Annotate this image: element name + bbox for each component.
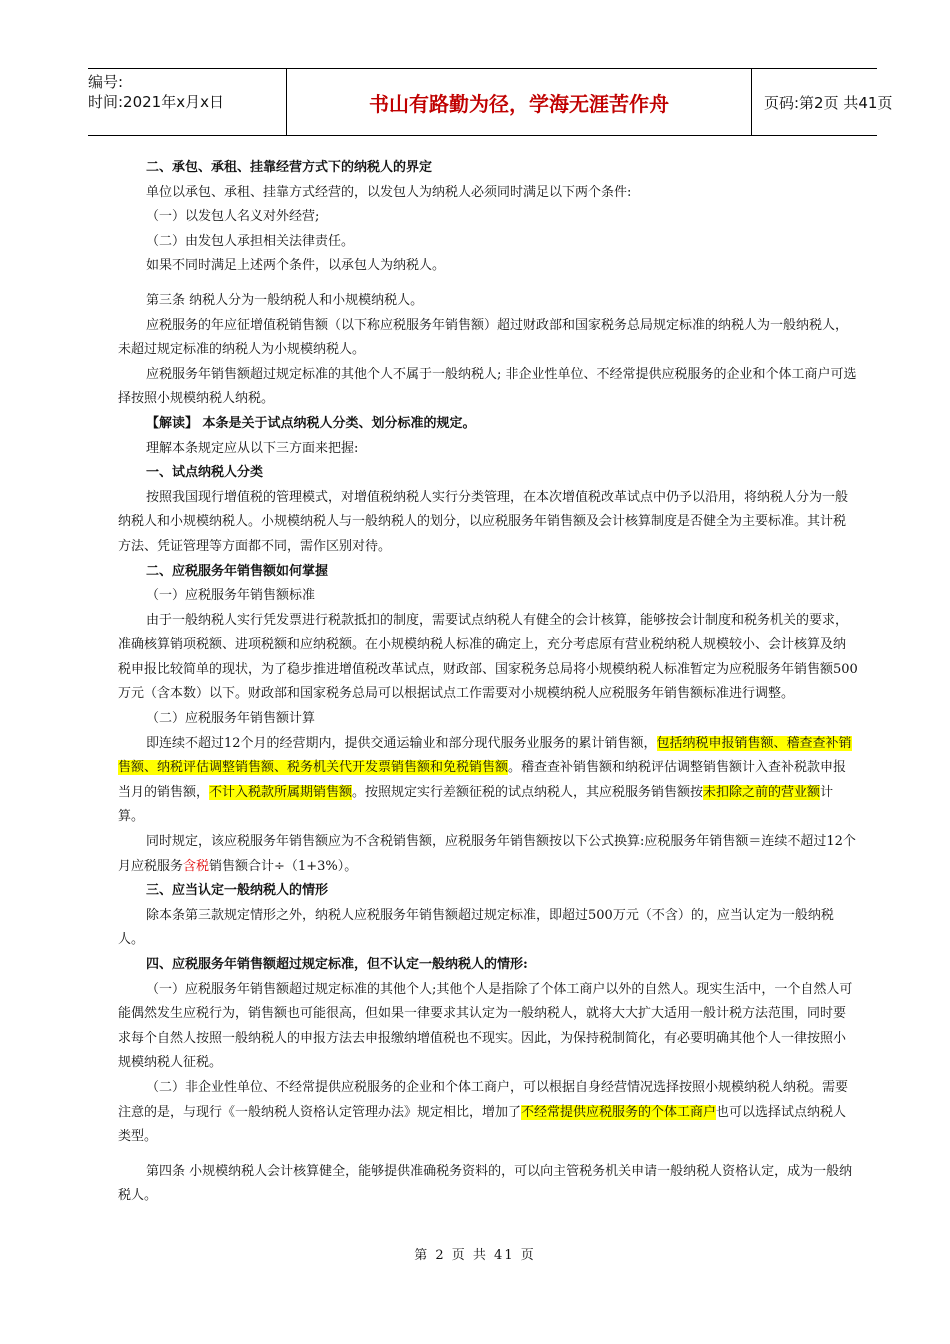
text-run: 应税服务年销售额超过规定标准的其他个人不属于一般纳税人; 非企业性单位、不经常提供应税服务的企业和个体工商户可选择按照小规模纳税人纳税。 [118,366,857,407]
document-body [118,156,858,1209]
time-label: 时间:2021年x月x日 [88,93,224,111]
paragraph [118,314,858,363]
paragraph [118,978,858,1076]
paragraph [118,1076,858,1150]
text-run: 同时规定，该应税服务年销售额应为不含税销售额，应税服务年销售额按以下公式换算:应税服务年销售额＝连续不超过12个月应税服务 [118,834,856,874]
text-run: （一）以发包人名义对外经营; [146,209,320,225]
paragraph [118,363,858,412]
number-label: 编号: [88,73,124,91]
text-run: 【解读】 本条是关于试点纳税人分类、划分标准的规定。 [146,415,476,431]
section-heading [118,953,858,978]
paragraph [118,412,858,437]
paragraph [118,732,858,830]
paragraph [118,181,858,206]
text-run: 由于一般纳税人实行凭发票进行税款抵扣的制度，需要试点纳税人有健全的会计核算，能够按会计制度和税务机关的要求，准确核算销项税额、进项税额和应纳税额。在小规模纳税人标准的确定上，充分考虑原有营业税纳税人规模较小、会计核算及纳税申报比较简单的现状，为了稳步推进增值税改革试点，财政部、国家税务总局将小规模纳税人标准暂定为应税服务年销售额500万元（含本数）以下。财政部和国家税务总局可以根据试点工作需要对小规模纳税人应税服务年销售额标准进行调整。 [118,612,858,702]
paragraph [118,205,858,230]
paragraph [118,254,858,279]
paragraph-spacer [118,279,858,289]
section-heading [118,879,858,904]
text-run: 应税服务的年应征增值税销售额（以下称应税服务年销售额）超过财政部和国家税务总局规定标准的纳税人为一般纳税人，未超过规定标准的纳税人为小规模纳税人。 [118,317,849,358]
paragraph [118,609,858,707]
paragraph [118,830,858,879]
paragraph [118,437,858,462]
text-run: 按照我国现行增值税的管理模式，对增值税纳税人实行分类管理，在本次增值税改革试点中仍予以沿用，将纳税人分为一般纳税人和小规模纳税人。小规模纳税人与一般纳税人的划分，以应税服务年销售额及会计核算制度是否健全为主要标准。其计税方法、凭证管理等方面都不同，需作区别对待。 [118,489,849,554]
paragraph-spacer [118,1150,858,1160]
highlighted-text: 包括纳税申报销售额、稽查查补销售额、纳税评估调整销售额、税务机关代开发票销售额和免税销售额 [118,735,852,776]
text-run: 。稽查查补销售额和纳税评估调整销售额计入查补税款申报当月的销售额， [118,760,847,800]
text-run: 单位以承包、承租、挂靠方式经营的，以发包人为纳税人必须同时满足以下两个条件: [146,184,632,200]
text-run: 。按照规定实行差额征税的试点纳税人，其应税服务销售额按 [352,784,704,800]
section-heading [118,461,858,486]
header-left-cell [88,69,286,135]
paragraph [118,230,858,255]
text-run: 一、试点纳税人分类 [146,465,264,481]
paragraph [118,486,858,560]
text-run: 理解本条规定应从以下三方面来把握: [146,440,359,456]
section-heading [118,156,858,181]
page-header [88,68,893,136]
page-label: 页码:第2页 共41页 [764,93,893,112]
paragraph [118,904,858,953]
paragraph [118,707,858,732]
highlighted-text: 不计入税款所属期销售额 [209,784,353,800]
text-run: 销售额合计÷（1+3%）。 [209,858,358,874]
paragraph [118,289,858,314]
text-run: （一）应税服务年销售额超过规定标准的其他个人;其他个人是指除了个体工商户以外的自然人。现实生活中，一个自然人可能偶然发生应税行为，销售额也可能很高，但如果一律要求其认定为一般纳税人，就将大大扩大适用一般计税方法范围，同时要求每个自然人按照一般纳税人的申报方法去申报缴纳增值税也不现实。因此，为保持税制简化，有必要明确其他个人一律按照小规模纳税人征税。 [118,981,853,1071]
text-run: 第四条 小规模纳税人会计核算健全，能够提供准确税务资料的，可以向主管税务机关申请一般纳税人资格认定，成为一般纳税人。 [118,1163,853,1204]
text-run: （二）应税服务年销售额计算 [146,711,316,727]
text-run: 二、应税服务年销售额如何掌握 [146,563,329,579]
text-run: 也可以选择试点纳税人类型。 [118,1104,847,1145]
text-run: 四、应税服务年销售额超过规定标准，但不认定一般纳税人的情形: [146,957,528,972]
highlighted-text: 未扣除之前的营业额 [703,784,821,800]
text-run: 如果不同时满足上述两个条件，以承包人为纳税人。 [146,258,446,274]
text-run: 计算。 [118,784,834,825]
text-run: 除本条第三款规定情形之外，纳税人应税服务年销售额超过规定标准，即超过500万元（不含）的，应当认定为一般纳税人。 [118,907,834,948]
text-run: （一）应税服务年销售额标准 [146,588,316,604]
paragraph [118,584,858,609]
motto: 书山有路勤为径，学海无涯苦作舟 [286,69,752,135]
section-heading [118,560,858,585]
text-run: 三、应当认定一般纳税人的情形 [146,883,329,899]
text-run: 即连续不超过12个月的经营期内，提供交通运输业和部分现代服务业服务的累计销售额， [146,735,657,751]
text-run: 第三条 纳税人分为一般纳税人和小规模纳税人。 [146,292,424,308]
text-run: （二）非企业性单位、不经常提供应税服务的企业和个体工商户，可以根据自身经营情况选择按照小规模纳税人纳税。需要注意的是，与现行《一般纳税人资格认定管理办法》规定相比，增加了 [118,1079,849,1120]
red-text: 含税 [183,858,210,874]
page-footer: 第 2 页 共 41 页 [414,1248,536,1263]
text-run: （二）由发包人承担相关法律责任。 [146,233,355,249]
paragraph [118,1160,858,1209]
highlighted-text: 不经常提供应税服务的个体工商户 [521,1104,717,1120]
text-run: 二、承包、承租、挂靠经营方式下的纳税人的界定 [146,160,433,175]
